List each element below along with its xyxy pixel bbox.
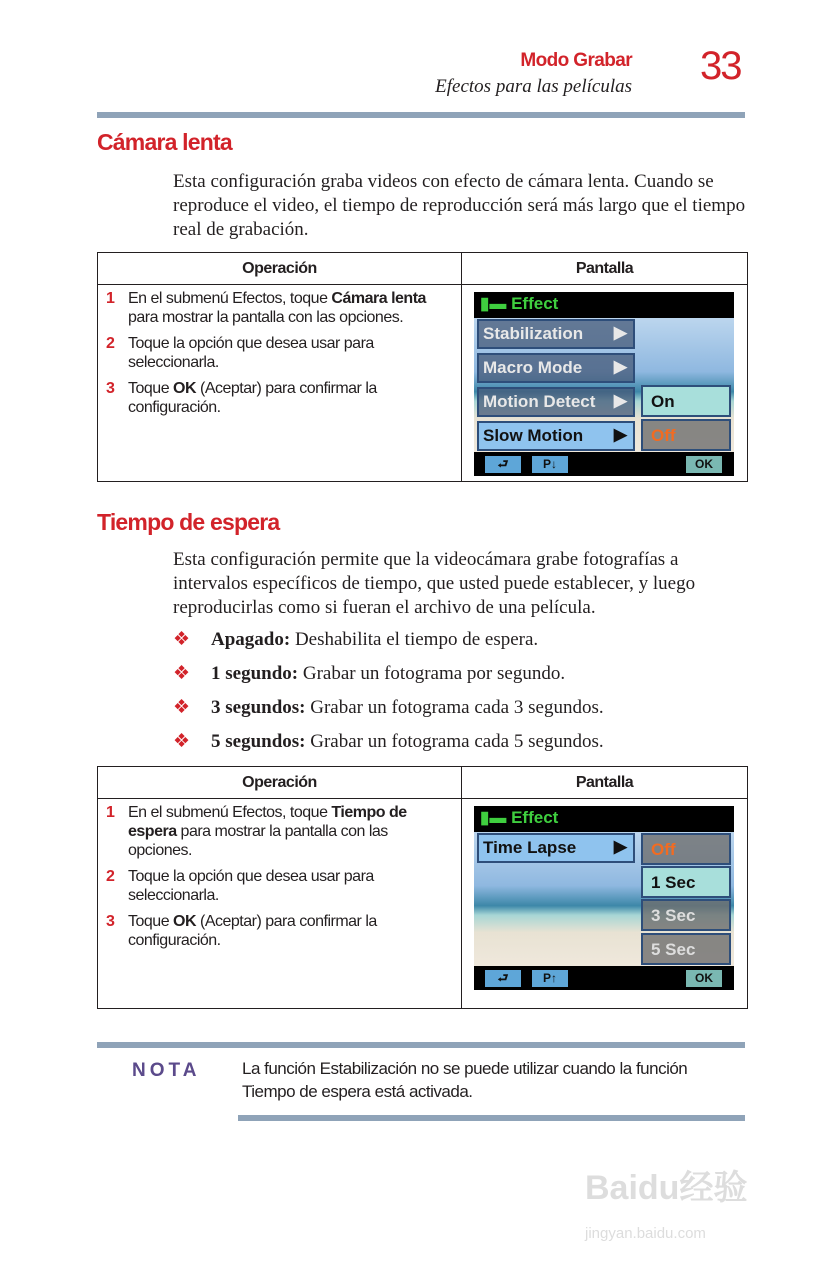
option[interactable]: 5 Sec [641,933,731,965]
subsection-title: Efectos para las películas [435,76,632,97]
option[interactable]: 1 Sec [641,866,731,898]
col-header: Pantalla [462,253,748,285]
back-button[interactable]: ⮐ [485,456,521,473]
step: 1 En el submenú Efectos, toque Tiempo de espera para mostrar la pantalla con las opciones. [106,804,407,859]
step: 2 Toque la opción que desea usar para seleccionarla. [106,335,374,371]
option-current[interactable]: Off [641,419,731,451]
watermark-url: jingyan.baidu.com [585,1225,706,1242]
steps-cell [98,799,462,1009]
effect-title: ▮▬ Effect [480,294,559,313]
heading-camara-lenta: Cámara lenta [97,129,232,155]
camera-icon: ▮▬ [480,808,512,827]
note-rule-top [97,1042,745,1048]
paragraph: Esta configuración permite que la videocámara grabe fotografías a intervalos específicos de tiempo, que usted puede establecer, y luego reproducirlas como si fueran el archivo de una película. [173,549,696,618]
option-current[interactable]: Off [641,833,731,865]
diamond-bullet-icon: ❖ [173,697,191,718]
col-header: Pantalla [462,767,748,799]
step: 3 Toque OK (Aceptar) para confirmar la configuración. [106,913,377,949]
option[interactable]: 3 Sec [641,899,731,931]
steps-cell [98,285,462,482]
camera-screen [474,806,734,990]
menu-item[interactable]: Macro Mode ▶ [477,353,635,383]
note-rule-bottom [238,1115,745,1121]
paragraph: Esta configuración graba videos con efecto de cámara lenta. Cuando se reproduce el video, el tiempo de reproducción será más largo que el tiempo real de grabación. [173,171,746,240]
diamond-bullet-icon: ❖ [173,663,191,684]
step: 3 Toque OK (Aceptar) para confirmar la configuración. [106,380,377,416]
page-button[interactable]: P↓ [532,456,568,473]
menu-item[interactable]: Stabilization ▶ [477,319,635,349]
note-text: La función Estabilización no se puede utilizar cuando la función Tiempo de espera está activada. [242,1059,688,1101]
ok-button[interactable]: OK [686,456,722,473]
effect-title: ▮▬ Effect [480,808,559,827]
bullet-item: ❖ 3 segundos: Grabar un fotograma cada 3 segundos. [173,697,604,718]
col-header: Operación [98,767,462,799]
step: 2 Toque la opción que desea usar para seleccionarla. [106,868,374,904]
option[interactable]: On [641,385,731,417]
screen-cell [462,285,748,482]
camera-icon: ▮▬ [480,294,512,313]
bullet-item: ❖ 5 segundos: Grabar un fotograma cada 5 segundos. [173,731,604,752]
operation-table-2 [97,766,748,1009]
screen-cell [462,799,748,1009]
camera-screen [474,292,734,476]
page-button[interactable]: P↑ [532,970,568,987]
bullet-item: ❖ Apagado: Deshabilita el tiempo de espera. [173,629,539,650]
page-number: 33 [700,44,741,88]
bullet-item: ❖ 1 segundo: Grabar un fotograma por segundo. [173,663,566,684]
diamond-bullet-icon: ❖ [173,629,191,650]
step: 1 En el submenú Efectos, toque Cámara lenta para mostrar la pantalla con las opciones. [106,290,426,326]
operation-table-1 [97,252,748,482]
note-label: NOTA [132,1060,201,1081]
back-button[interactable]: ⮐ [485,970,521,987]
menu-item[interactable]: Motion Detect ▶ [477,387,635,417]
watermark-logo: Baidu经验 [585,1169,748,1207]
col-header: Operación [98,253,462,285]
heading-tiempo-espera: Tiempo de espera [97,509,280,535]
header-rule [97,112,745,118]
menu-item-selected[interactable]: Time Lapse ▶ [477,833,635,863]
diamond-bullet-icon: ❖ [173,731,191,752]
menu-item-selected[interactable]: Slow Motion ▶ [477,421,635,451]
section-title: Modo Grabar [520,50,632,71]
ok-button[interactable]: OK [686,970,722,987]
